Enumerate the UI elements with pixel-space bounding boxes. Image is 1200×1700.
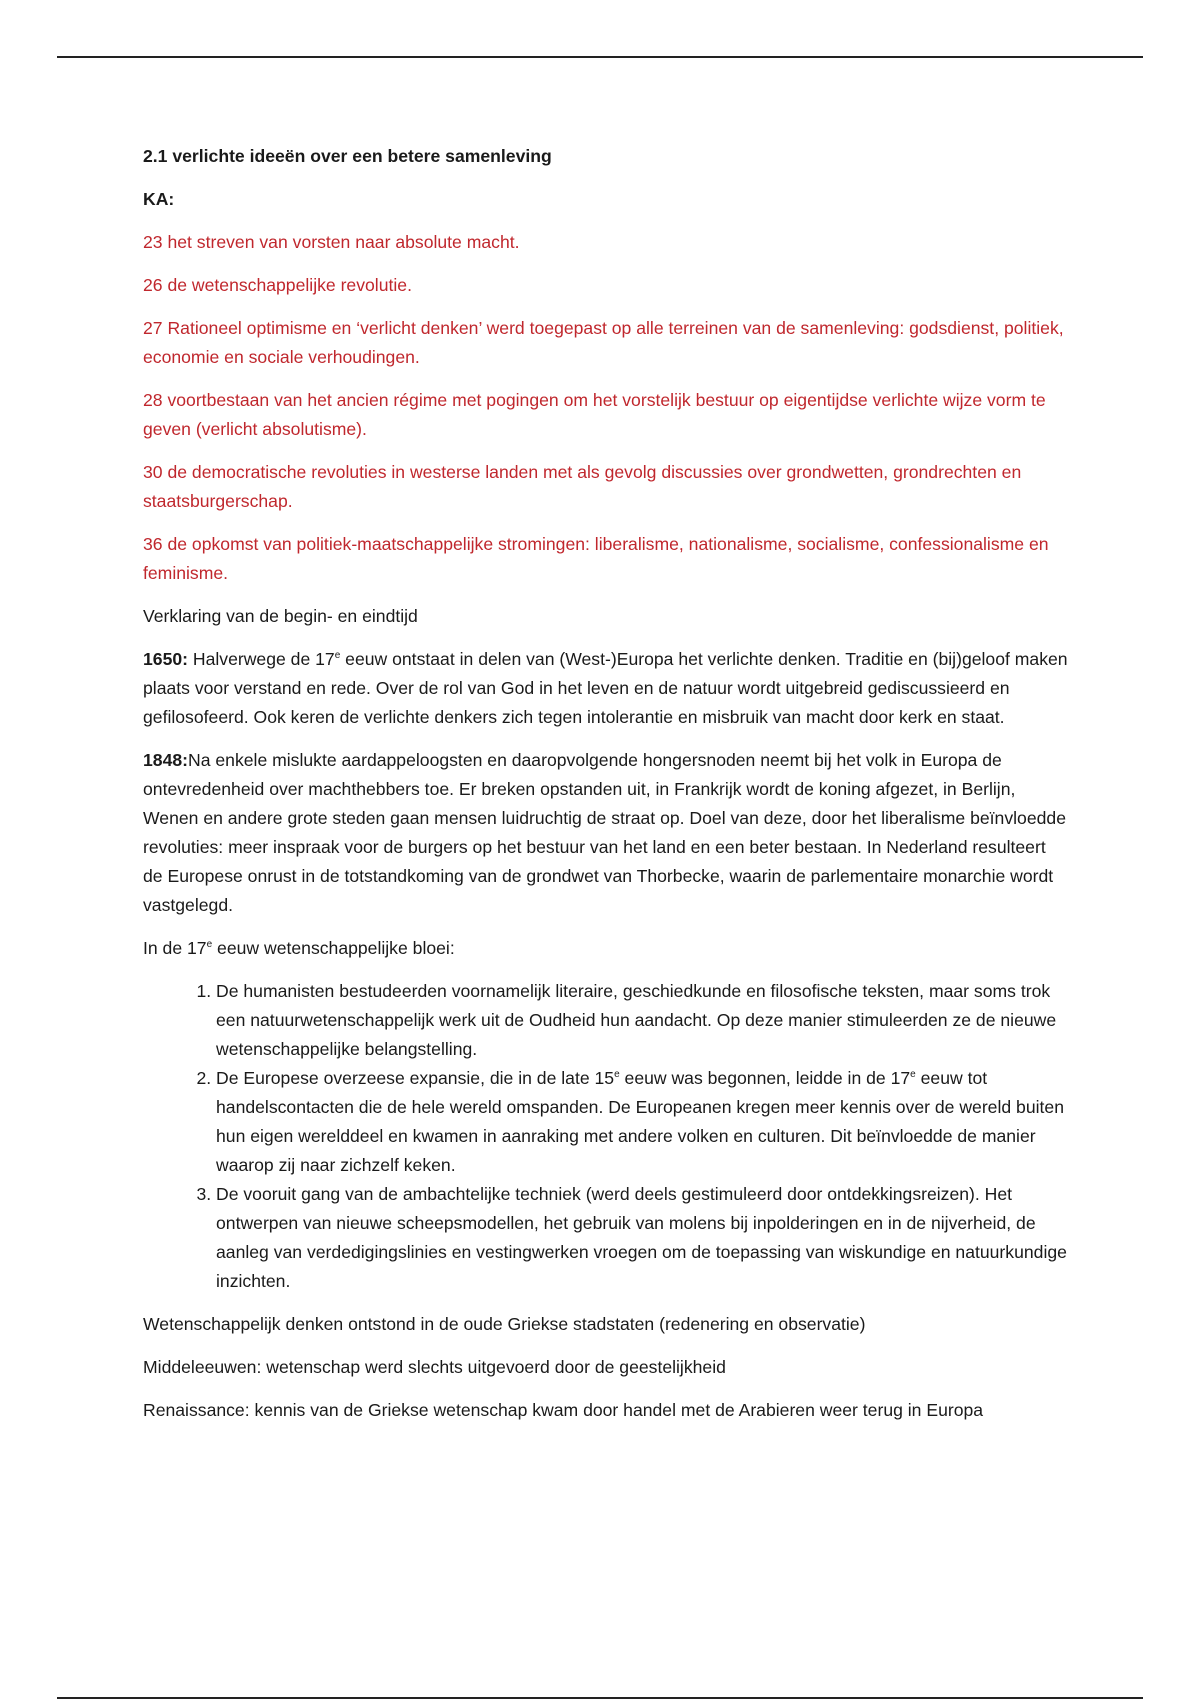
list-item — [216, 1064, 1068, 1180]
paragraph-1848-text: Na enkele mislukte aardappeloogsten en daaropvolgende hongersnoden neemt bij het volk in Europa de ontevredenheid over machthebbers toe. Er breken opstanden uit, in Frankrijk wordt de koning afgezet, in Berlijn, Wenen en andere grote steden gaan mensen luidruchtig de straat op. Doel van deze, door het liberalisme beïnvloedde revoluties: meer inspraak voor de burgers op het bestuur van het land en een beter bestaan. In Nederland resulteert de Europese onrust in de totstandkoming van de grondwet van Thorbecke, waarin de parlementaire monarchie wordt vastgelegd. — [143, 750, 1066, 915]
closing-renaissance: Renaissance: kennis van de Griekse wetenschap kwam door handel met de Arabieren weer terug in Europa — [143, 1400, 984, 1420]
superscript-e: e — [206, 939, 213, 950]
list-item-2-text-c: eeuw tot handelscontacten die de hele wereld omspanden. De Europeanen kregen meer kennis over de wereld buiten hun eigen werelddeel en kwamen in aanraking met andere volken en culturen. Dit beïnvloedde de manier waarop zij naar zichzelf keken. — [216, 1068, 1064, 1175]
ka-item-27: 27 Rationeel optimisme en ‘verlicht denken’ werd toegepast op alle terreinen van de samenleving: godsdienst, politiek, economie en sociale verhoudingen. — [143, 318, 1064, 367]
year-1650-label: 1650: — [143, 649, 188, 669]
paragraph-1650 — [143, 645, 1068, 732]
closing-middle-ages: Middeleeuwen: wetenschap werd slechts uitgevoerd door de geestelijkheid — [143, 1357, 726, 1377]
ka-item-26: 26 de wetenschappelijke revolutie. — [143, 275, 412, 295]
ka-item-30: 30 de democratische revoluties in westerse landen met als gevolg discussies over grondwetten, grondrechten en staatsburgerschap. — [143, 462, 1022, 511]
science-intro-text-a: In de 17 — [143, 938, 207, 958]
paragraph-1650-text-b: eeuw ontstaat in delen van (West-)Europa het verlichte denken. Traditie en (bij)geloof maken plaats voor verstand en rede. Over de rol van God in het leven en de natuur wordt uitgebreid gediscussieerd en gefilosofeerd. Ook keren de verlichte denkers zich tegen intolerantie en misbruik van macht door kerk en staat. — [143, 649, 1068, 727]
paragraph-1650-text-a: Halverwege de 17 — [188, 649, 335, 669]
superscript-e: e — [334, 650, 341, 661]
ka-item-23: 23 het streven van vorsten naar absolute macht. — [143, 232, 520, 252]
science-intro — [143, 934, 1068, 963]
top-rule — [57, 56, 1143, 58]
closing-greek: Wetenschappelijk denken ontstond in de oude Griekse stadstaten (redenering en observatie) — [143, 1314, 866, 1334]
list-item-2-text-a: De Europese overzeese expansie, die in de late 15 — [216, 1068, 615, 1088]
list-item-2-text-b: eeuw was begonnen, leidde in de 17 — [619, 1068, 911, 1088]
list-item: 1. De humanisten bestudeerden voornamelijk literaire, geschiedkunde en filosofische teksten, maar soms trok een natuurwetenschappelijk werk uit de Oudheid hun aandacht. Op deze manier stimuleerden ze de nieuwe wetenschappelijke belangstelling. — [216, 977, 1068, 1064]
superscript-e: e — [614, 1069, 620, 1080]
document-body — [143, 142, 1068, 1439]
list-item: 3. De vooruit gang van de ambachtelijke techniek (werd deels gestimuleerd door ontdekkingsreizen). Het ontwerpen van nieuwe scheepsmodellen, het gebruik van molens bij inpolderingen en in de nijverheid, de aanleg van verdedigingslinies en vestingwerken vroegen om de toepassing van wiskundige en natuurkundige inzichten. — [216, 1180, 1068, 1296]
superscript-e: e — [910, 1069, 916, 1080]
science-causes-list — [143, 977, 1068, 1296]
ka-label: KA: — [143, 189, 175, 209]
paragraph-1848 — [143, 746, 1068, 920]
ka-item-28: 28 voortbestaan van het ancien régime met pogingen om het vorstelijk bestuur op eigentijdse verlichte wijze vorm te geven (verlicht absolutisme). — [143, 390, 1046, 439]
page-title: 2.1 verlichte ideeën over een betere samenleving — [143, 146, 552, 166]
bottom-rule — [57, 1697, 1143, 1699]
science-intro-text-b: eeuw wetenschappelijke bloei: — [212, 938, 455, 958]
explanation-heading: Verklaring van de begin- en eindtijd — [143, 606, 418, 626]
ka-item-36: 36 de opkomst van politiek-maatschappelijke stromingen: liberalisme, nationalisme, socialisme, confessionalisme en feminisme. — [143, 534, 1049, 583]
year-1848-label: 1848: — [143, 750, 188, 770]
